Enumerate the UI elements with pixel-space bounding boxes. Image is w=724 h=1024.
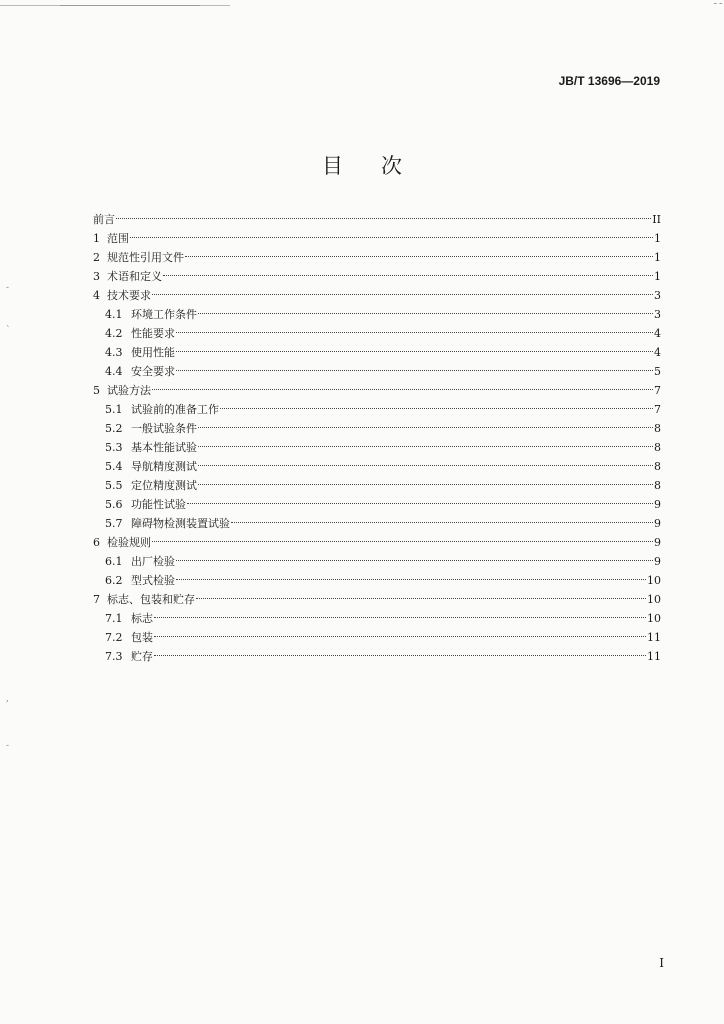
toc-entry[interactable] [93, 457, 661, 476]
toc-entry-number: 1 [93, 232, 100, 245]
toc-entry-number: 4 [93, 289, 100, 302]
toc-leader-dots [198, 465, 653, 466]
toc-entry-page: 7 [654, 403, 661, 416]
toc-entry-number: 5 [93, 384, 100, 397]
margin-scan-mark: , [6, 694, 9, 704]
toc-leader-dots [154, 636, 646, 637]
toc-entry-page: 10 [647, 574, 661, 587]
toc-entry-page: 8 [654, 479, 661, 492]
toc-entry-page: 9 [654, 498, 661, 511]
toc-leader-dots [176, 332, 653, 333]
toc-entry-page: 3 [654, 289, 661, 302]
toc-leader-dots [152, 294, 653, 295]
toc-entry-page: 10 [647, 612, 661, 625]
toc-entry[interactable] [93, 628, 661, 647]
toc-entry[interactable] [93, 495, 661, 514]
toc-leader-dots [185, 256, 653, 257]
toc-leader-dots [163, 275, 653, 276]
toc-entry-label: 性能要求 [131, 327, 175, 340]
toc-entry-label: 前言 [93, 213, 115, 226]
toc-leader-dots [187, 503, 653, 504]
toc-entry-label: 规范性引用文件 [107, 251, 184, 264]
toc-leader-dots [176, 579, 646, 580]
toc-entry-page: 7 [654, 384, 661, 397]
toc-entry-label: 使用性能 [131, 346, 175, 359]
toc-entry[interactable] [93, 533, 661, 552]
toc-entry[interactable] [93, 438, 661, 457]
toc-entry[interactable] [93, 476, 661, 495]
margin-scan-mark: - [6, 283, 10, 293]
toc-entry-number: 4.4 [105, 365, 123, 378]
toc-entry-label: 技术要求 [107, 289, 151, 302]
toc-entry[interactable] [93, 514, 661, 533]
toc-entry-number: 6.2 [105, 574, 123, 587]
toc-entry-label: 范围 [107, 232, 129, 245]
toc-leader-dots [176, 370, 653, 371]
toc-entry[interactable] [93, 609, 661, 628]
toc-leader-dots [198, 484, 653, 485]
toc-leader-dots [176, 351, 653, 352]
toc-entry-page: 8 [654, 441, 661, 454]
toc-entry-label: 基本性能试验 [131, 441, 197, 454]
toc-entry-page: 11 [647, 631, 661, 644]
toc-entry-page: 1 [654, 232, 661, 245]
margin-scan-mark: ` [6, 326, 11, 336]
toc-entry-page: 1 [654, 251, 661, 264]
toc-entry-number: 5.2 [105, 422, 123, 435]
toc-leader-dots [231, 522, 653, 523]
toc-entry-label: 包装 [131, 631, 153, 644]
toc-leader-dots [220, 408, 653, 409]
toc-entry[interactable] [93, 343, 661, 362]
toc-entry-number: 5.5 [105, 479, 123, 492]
toc-entry[interactable] [93, 267, 661, 286]
toc-entry[interactable] [93, 590, 661, 609]
toc-entry-number: 7 [93, 593, 100, 606]
toc-entry-label: 一般试验条件 [131, 422, 197, 435]
toc-entry-number: 2 [93, 251, 100, 264]
toc-entry-page: 9 [654, 555, 661, 568]
toc-entry[interactable] [93, 305, 661, 324]
toc-entry-page: 5 [654, 365, 661, 378]
toc-entry-page: 9 [654, 536, 661, 549]
toc-entry-page: II [652, 213, 661, 226]
toc-entry-number: 7.1 [105, 612, 123, 625]
toc-entry[interactable] [93, 381, 661, 400]
toc-entry-number: 5.6 [105, 498, 123, 511]
toc-entry[interactable] [93, 229, 661, 248]
toc-entry[interactable] [93, 324, 661, 343]
toc-entry[interactable] [93, 286, 661, 305]
toc-leader-dots [198, 427, 653, 428]
toc-leader-dots [152, 389, 653, 390]
toc-entry-label: 检验规则 [107, 536, 151, 549]
toc-entry-label: 环境工作条件 [131, 308, 197, 321]
toc-entry-number: 5.3 [105, 441, 123, 454]
toc-entry-page: 4 [654, 346, 661, 359]
toc-entry-number: 3 [93, 270, 100, 283]
toc-entry-number: 5.7 [105, 517, 123, 530]
corner-scan-mark: ⁃⁃ [713, 0, 724, 10]
toc-entry[interactable] [93, 647, 661, 666]
toc-entry[interactable] [93, 362, 661, 381]
toc-entry-page: 3 [654, 308, 661, 321]
margin-scan-mark: - [6, 741, 10, 751]
toc-entry-label: 标志、包装和贮存 [107, 593, 195, 606]
toc-entry-label: 型式检验 [131, 574, 175, 587]
toc-entry-number: 5.4 [105, 460, 123, 473]
toc-entry-page: 4 [654, 327, 661, 340]
toc-entry-label: 术语和定义 [107, 270, 162, 283]
toc-entry-number: 7.2 [105, 631, 123, 644]
toc-leader-dots [154, 655, 646, 656]
toc-entry-page: 11 [647, 650, 661, 663]
toc-entry[interactable] [93, 571, 661, 590]
toc-entry-number: 5.1 [105, 403, 123, 416]
toc-entry[interactable] [93, 248, 661, 267]
page-title: 目次 [322, 154, 440, 178]
toc-entry-number: 4.3 [105, 346, 123, 359]
toc-entry-page: 9 [654, 517, 661, 530]
page-number: I [659, 956, 664, 970]
toc-leader-dots [198, 313, 653, 314]
toc-entry-page: 10 [647, 593, 661, 606]
toc-entry-number: 7.3 [105, 650, 123, 663]
toc-entry-label: 导航精度测试 [131, 460, 197, 473]
toc-entry-label: 出厂检验 [131, 555, 175, 568]
toc-entry-number: 4.2 [105, 327, 123, 340]
toc-entry-label: 定位精度测试 [131, 479, 197, 492]
toc-entry-label: 功能性试验 [131, 498, 186, 511]
toc-entry-number: 4.1 [105, 308, 123, 321]
toc-entry-label: 安全要求 [131, 365, 175, 378]
toc-entry-number: 6 [93, 536, 100, 549]
toc-leader-dots [198, 446, 653, 447]
toc-entry-page: 1 [654, 270, 661, 283]
toc-entry[interactable] [93, 552, 661, 571]
toc-entry-label: 标志 [131, 612, 153, 625]
toc-leader-dots [176, 560, 653, 561]
toc-entry[interactable] [93, 419, 661, 438]
toc-entry-page: 8 [654, 460, 661, 473]
toc-entry-label: 贮存 [131, 650, 153, 663]
toc-entry-label: 试验前的准备工作 [131, 403, 219, 416]
toc-entry[interactable] [93, 400, 661, 419]
scan-top-line-dark [60, 5, 200, 6]
toc-entry[interactable] [93, 210, 661, 229]
standard-number: JB/T 13696—2019 [558, 74, 660, 88]
toc-leader-dots [154, 617, 646, 618]
toc-leader-dots [152, 541, 653, 542]
toc-entry-label: 试验方法 [107, 384, 151, 397]
toc-leader-dots [116, 218, 651, 219]
toc-leader-dots [196, 598, 646, 599]
table-of-contents [93, 210, 661, 666]
toc-entry-page: 8 [654, 422, 661, 435]
toc-entry-label: 障碍物检测装置试验 [131, 517, 230, 530]
toc-leader-dots [130, 237, 653, 238]
toc-entry-number: 6.1 [105, 555, 123, 568]
